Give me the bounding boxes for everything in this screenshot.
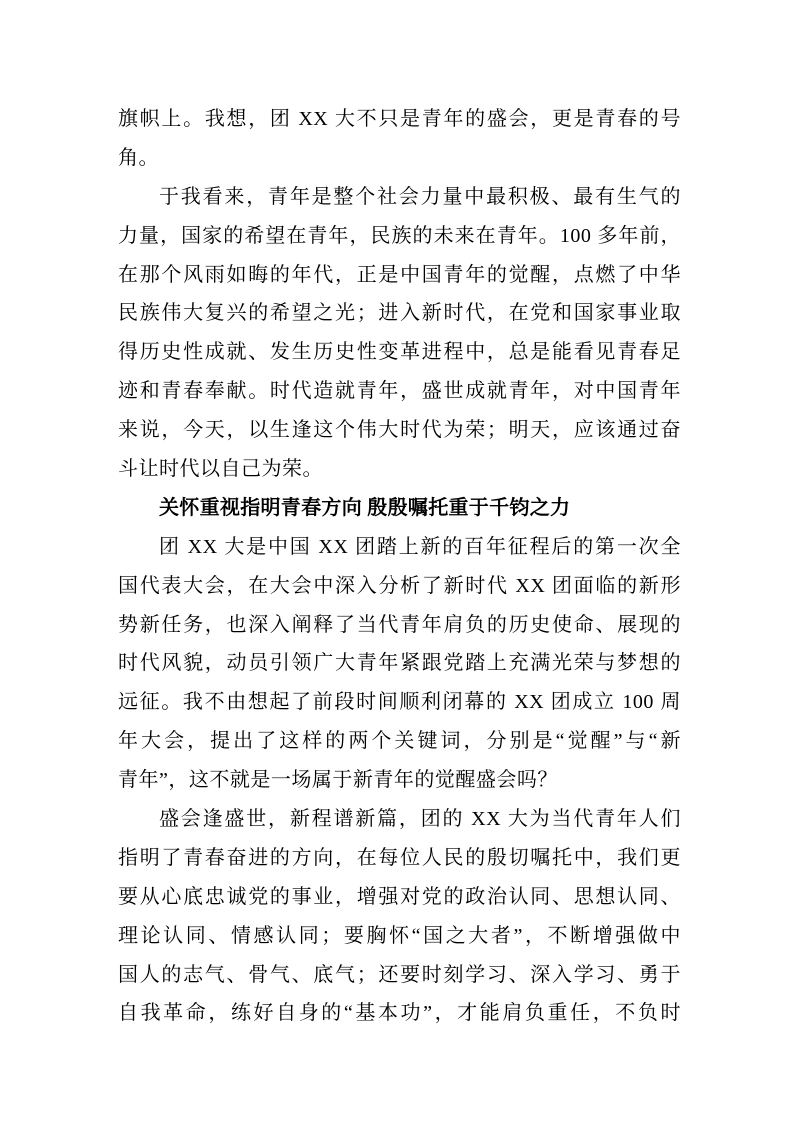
section-heading — [118, 489, 681, 528]
text-line: 斗让时代以自己为荣。 — [118, 458, 323, 481]
text-line: 民族伟大复兴的希望之光；进入新时代，在党和国家事业取 — [118, 302, 681, 325]
text-line: 指明了青春奋进的方向，在每位人民的殷切嘱托中，我们更 — [118, 846, 681, 869]
text-line: 要从心底忠诚党的事业，增强对党的政治认同、思想认同、 — [118, 885, 681, 908]
text-line: 国代表大会，在大会中深入分析了新时代 XX 团面临的新形 — [118, 574, 681, 597]
document-page — [118, 100, 681, 1033]
paragraph — [118, 528, 681, 800]
text-line: 自我革命，练好自身的“基本功”，才能肩负重任，不负时 — [118, 1002, 681, 1025]
paragraph — [118, 800, 681, 1033]
text-line: 在那个风雨如晦的年代，正是中国青年的觉醒，点燃了中华 — [118, 263, 681, 286]
text-line: 角。 — [118, 146, 159, 169]
text-line: 迹和青春奉献。时代造就青年，盛世成就青年，对中国青年 — [118, 380, 681, 403]
text-line: 远征。我不由想起了前段时间顺利闭幕的 XX 团成立 100 周 — [118, 691, 681, 714]
text-line: 青年”，这不就是一场属于新青年的觉醒盛会吗？ — [118, 769, 558, 792]
text-line: 国人的志气、骨气、底气；还要时刻学习、深入学习、勇于 — [118, 963, 681, 986]
text-line: 得历史性成就、发生历史性变革进程中，总是能看见青春足 — [118, 341, 681, 364]
heading-text: 关怀重视指明青春方向 殷殷嘱托重于千钧之力 — [159, 496, 571, 519]
paragraph — [118, 100, 681, 178]
text-line: 旗帜上。我想，团 XX 大不只是青年的盛会，更是青春的号 — [118, 108, 681, 130]
text-line: 于我看来，青年是整个社会力量中最积极、最有生气的 — [159, 185, 681, 208]
text-line: 势新任务，也深入阐释了当代青年肩负的历史使命、展现的 — [118, 613, 681, 636]
text-line: 盛会逢盛世，新程谱新篇，团的 XX 大为当代青年人们 — [159, 808, 681, 831]
text-line: 时代风貌，动员引领广大青年紧跟党踏上充满光荣与梦想的 — [118, 652, 681, 675]
text-line: 力量，国家的希望在青年，民族的未来在青年。100 多年前， — [118, 224, 681, 247]
text-line: 来说，今天，以生逢这个伟大时代为荣；明天，应该通过奋 — [118, 419, 681, 442]
text-line: 年大会，提出了这样的两个关键词，分别是“觉醒”与“新 — [118, 730, 681, 753]
paragraph — [118, 178, 681, 489]
text-line: 理论认同、情感认同；要胸怀“国之大者”，不断增强做中 — [118, 924, 681, 947]
text-line: 团 XX 大是中国 XX 团踏上新的百年征程后的第一次全 — [159, 535, 681, 558]
